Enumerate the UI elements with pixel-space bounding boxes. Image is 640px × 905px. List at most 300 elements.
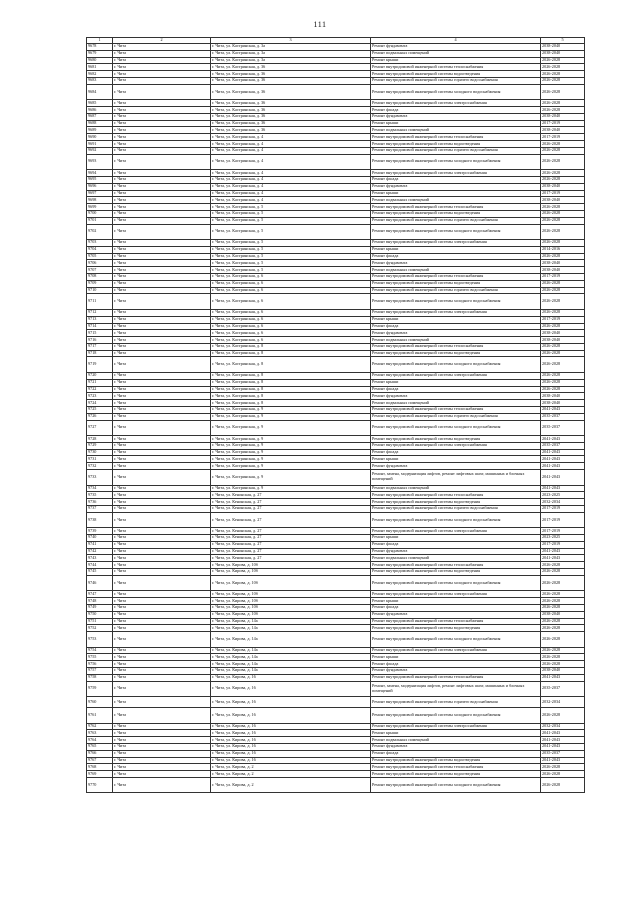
table-row xyxy=(87,246,585,253)
cell-municipality: г. Чита xyxy=(113,176,211,183)
cell-period: 2026-2028 xyxy=(541,240,585,247)
cell-period: 2035-2037 xyxy=(541,750,585,757)
cell-municipality: г. Чита xyxy=(113,400,211,407)
cell-municipality: г. Чита xyxy=(113,463,211,470)
cell-work-type: Ремонт внутридомовой инженерной системы водоотведения xyxy=(371,569,541,576)
cell-number: 9706 xyxy=(87,260,113,267)
cell-number: 9735 xyxy=(87,492,113,499)
cell-number: 9746 xyxy=(87,575,113,591)
cell-address: г. Чита, ул. Кастринская, д. 36 xyxy=(211,77,371,84)
cell-work-type: Ремонт крыши xyxy=(371,535,541,542)
table-row xyxy=(87,555,585,562)
cell-period: 2038-2040 xyxy=(541,400,585,407)
cell-period: 2038-2040 xyxy=(541,127,585,134)
cell-period: 2026-2028 xyxy=(541,343,585,350)
cell-period: 2038-2040 xyxy=(541,113,585,120)
cell-work-type: Ремонт внутридомовой инженерной системы теплоснабжения xyxy=(371,674,541,681)
cell-number: 9737 xyxy=(87,505,113,512)
cell-municipality: г. Чита xyxy=(113,204,211,211)
cell-work-type: Ремонт внутридомовой инженерной системы холодного водоснабжения xyxy=(371,357,541,373)
cell-number: 9707 xyxy=(87,267,113,274)
cell-number: 9681 xyxy=(87,64,113,71)
table-row xyxy=(87,217,585,224)
table-row xyxy=(87,667,585,674)
table-row xyxy=(87,569,585,576)
cell-work-type: Ремонт крыши xyxy=(371,120,541,127)
table-row xyxy=(87,113,585,120)
cell-work-type: Ремонт внутридомовой инженерной системы горячего водоснабжения xyxy=(371,697,541,708)
cell-number: 9751 xyxy=(87,618,113,625)
cell-address: г. Чита, ул. Кастринская, д. 6 xyxy=(211,280,371,287)
cell-municipality: г. Чита xyxy=(113,604,211,611)
table-row xyxy=(87,154,585,170)
cell-period: 2026-2028 xyxy=(541,224,585,240)
cell-number: 9739 xyxy=(87,528,113,535)
cell-work-type: Ремонт внутридомовой инженерной системы водоотведения xyxy=(371,771,541,778)
cell-work-type: Ремонт внутридомовой инженерной системы водоотведения xyxy=(371,210,541,217)
table-row xyxy=(87,674,585,681)
cell-address: г. Чита, ул. Кастринская, д. 4 xyxy=(211,183,371,190)
cell-period: 2041-2043 xyxy=(541,436,585,443)
cell-municipality: г. Чита xyxy=(113,569,211,576)
cell-work-type: Ремонт фундамента xyxy=(371,667,541,674)
table-row xyxy=(87,50,585,57)
table-row xyxy=(87,562,585,569)
cell-work-type: Ремонт внутридомовой инженерной системы горячего водоснабжения xyxy=(371,147,541,154)
cell-period: 2038-2040 xyxy=(541,337,585,344)
cell-address: г. Чита, ул. Кирова, д. 16 xyxy=(211,723,371,730)
cell-number: 9715 xyxy=(87,330,113,337)
table-row xyxy=(87,681,585,697)
table-row xyxy=(87,141,585,148)
cell-period: 2017-2019 xyxy=(541,190,585,197)
cell-period: 2026-2028 xyxy=(541,100,585,107)
cell-period: 2035-2037 xyxy=(541,442,585,449)
cell-municipality: г. Чита xyxy=(113,120,211,127)
cell-work-type: Ремонт фундамента xyxy=(371,260,541,267)
cell-address: г. Чита, ул. Кастринская, д. 3а xyxy=(211,44,371,51)
cell-period: 2032-2034 xyxy=(541,499,585,506)
cell-address: г. Чита, ул. Кирова, д. 16 xyxy=(211,708,371,724)
cell-number: 9733 xyxy=(87,470,113,486)
cell-work-type: Ремонт внутридомовой инженерной системы электроснабжения xyxy=(371,309,541,316)
table-row xyxy=(87,274,585,281)
table-row xyxy=(87,350,585,357)
cell-address: г. Чита, ул. Кастринская, д. 36 xyxy=(211,120,371,127)
cell-period: 2026-2028 xyxy=(541,147,585,154)
cell-number: 9683 xyxy=(87,77,113,84)
table-row xyxy=(87,697,585,708)
cell-number: 9698 xyxy=(87,197,113,204)
cell-number: 9685 xyxy=(87,100,113,107)
cell-municipality: г. Чита xyxy=(113,661,211,668)
cell-address: г. Чита, ул. Кастринская, д. 6 xyxy=(211,330,371,337)
cell-work-type: Ремонт внутридомовой инженерной системы холодного водоснабжения xyxy=(371,632,541,648)
cell-address: г. Чита, ул. Кастринская, д. 4 xyxy=(211,154,371,170)
cell-municipality: г. Чита xyxy=(113,442,211,449)
cell-period: 2023-2025 xyxy=(541,535,585,542)
cell-work-type: Ремонт подвальных помещений xyxy=(371,400,541,407)
cell-work-type: Ремонт внутридомовой инженерной системы теплоснабжения xyxy=(371,204,541,211)
cell-address: г. Чита, ул. Кастринская, д. 6 xyxy=(211,274,371,281)
cell-period: 2026-2028 xyxy=(541,141,585,148)
cell-work-type: Ремонт подвальных помещений xyxy=(371,127,541,134)
cell-address: г. Чита, ул. Кенонская, д. 27 xyxy=(211,528,371,535)
cell-period: 2017-2019 xyxy=(541,528,585,535)
cell-work-type: Ремонт крыши xyxy=(371,598,541,605)
cell-municipality: г. Чита xyxy=(113,625,211,632)
cell-period: 2041-2043 xyxy=(541,449,585,456)
cell-municipality: г. Чита xyxy=(113,210,211,217)
cell-number: 9765 xyxy=(87,743,113,750)
cell-period: 2026-2028 xyxy=(541,154,585,170)
cell-municipality: г. Чита xyxy=(113,77,211,84)
cell-number: 9705 xyxy=(87,253,113,260)
cell-number: 9745 xyxy=(87,569,113,576)
cell-address: г. Чита, ул. Кастринская, д. 8 xyxy=(211,379,371,386)
cell-period: 2026-2028 xyxy=(541,777,585,793)
cell-municipality: г. Чита xyxy=(113,343,211,350)
cell-work-type: Ремонт крыши xyxy=(371,730,541,737)
cell-work-type: Ремонт, замена, модернизация лифтов, ремонт лифтовых шахт, машинных и блочных помещений xyxy=(371,470,541,486)
cell-period: 2041-2043 xyxy=(541,548,585,555)
cell-work-type: Ремонт, замена, модернизация лифтов, ремонт лифтовых шахт, машинных и блочных помещений xyxy=(371,681,541,697)
cell-municipality: г. Чита xyxy=(113,100,211,107)
cell-number: 9747 xyxy=(87,591,113,598)
table-row xyxy=(87,604,585,611)
table-row xyxy=(87,456,585,463)
cell-number: 9756 xyxy=(87,661,113,668)
cell-municipality: г. Чита xyxy=(113,141,211,148)
cell-number: 9712 xyxy=(87,309,113,316)
cell-period: 2026-2028 xyxy=(541,372,585,379)
column-header-period: 5 xyxy=(541,38,585,44)
cell-period: 2026-2028 xyxy=(541,77,585,84)
cell-work-type: Ремонт фасада xyxy=(371,253,541,260)
cell-address: г. Чита, ул. Кирова, д. 10б xyxy=(211,604,371,611)
cell-address: г. Чита, ул. Кастринская, д. 5 xyxy=(211,260,371,267)
cell-municipality: г. Чита xyxy=(113,562,211,569)
cell-municipality: г. Чита xyxy=(113,598,211,605)
cell-number: 9730 xyxy=(87,449,113,456)
cell-municipality: г. Чита xyxy=(113,541,211,548)
table-row xyxy=(87,406,585,413)
cell-municipality: г. Чита xyxy=(113,667,211,674)
cell-period: 2017-2019 xyxy=(541,274,585,281)
cell-number: 9768 xyxy=(87,764,113,771)
cell-number: 9694 xyxy=(87,170,113,177)
cell-work-type: Ремонт фасада xyxy=(371,107,541,114)
cell-address: г. Чита, ул. Кирова, д. 14а xyxy=(211,647,371,654)
cell-period: 2041-2043 xyxy=(541,406,585,413)
cell-work-type: Ремонт крыши xyxy=(371,57,541,64)
cell-address: г. Чита, ул. Кастринская, д. 9 xyxy=(211,456,371,463)
table-row xyxy=(87,499,585,506)
cell-period: 2041-2043 xyxy=(541,674,585,681)
cell-work-type: Ремонт крыши xyxy=(371,246,541,253)
cell-address: г. Чита, ул. Кирова, д. 10б xyxy=(211,569,371,576)
table-row xyxy=(87,771,585,778)
cell-number: 9691 xyxy=(87,141,113,148)
table-row xyxy=(87,190,585,197)
table-row xyxy=(87,611,585,618)
table-row xyxy=(87,764,585,771)
cell-address: г. Чита, ул. Кастринская, д. 4 xyxy=(211,197,371,204)
cell-municipality: г. Чита xyxy=(113,674,211,681)
table-row xyxy=(87,598,585,605)
table-row xyxy=(87,337,585,344)
cell-address: г. Чита, ул. Кастринская, д. 9 xyxy=(211,406,371,413)
cell-period: 2038-2040 xyxy=(541,197,585,204)
table-row xyxy=(87,413,585,420)
cell-number: 9684 xyxy=(87,84,113,100)
table-row xyxy=(87,253,585,260)
cell-period: 2026-2028 xyxy=(541,654,585,661)
cell-period: 2038-2040 xyxy=(541,330,585,337)
cell-municipality: г. Чита xyxy=(113,217,211,224)
cell-period: 2035-2037 xyxy=(541,681,585,697)
cell-address: г. Чита, ул. Кирова, д. 10б xyxy=(211,575,371,591)
cell-work-type: Ремонт внутридомовой инженерной системы теплоснабжения xyxy=(371,64,541,71)
cell-address: г. Чита, ул. Кенонская, д. 27 xyxy=(211,499,371,506)
cell-municipality: г. Чита xyxy=(113,591,211,598)
cell-address: г. Чита, ул. Кенонская, д. 27 xyxy=(211,505,371,512)
cell-period: 2026-2028 xyxy=(541,708,585,724)
cell-municipality: г. Чита xyxy=(113,50,211,57)
cell-municipality: г. Чита xyxy=(113,555,211,562)
cell-number: 9711 xyxy=(87,294,113,310)
cell-period: 2026-2028 xyxy=(541,280,585,287)
cell-period: 2026-2028 xyxy=(541,210,585,217)
cell-number: 9708 xyxy=(87,274,113,281)
cell-address: г. Чита, ул. Кастринская, д. 36 xyxy=(211,64,371,71)
cell-number: 9723 xyxy=(87,393,113,400)
cell-period: 2026-2028 xyxy=(541,253,585,260)
table-row xyxy=(87,120,585,127)
cell-address: г. Чита, ул. Кастринская, д. 8 xyxy=(211,393,371,400)
cell-municipality: г. Чита xyxy=(113,764,211,771)
cell-period: 2026-2028 xyxy=(541,591,585,598)
cell-municipality: г. Чита xyxy=(113,267,211,274)
cell-number: 9724 xyxy=(87,400,113,407)
cell-period: 2026-2028 xyxy=(541,569,585,576)
cell-municipality: г. Чита xyxy=(113,681,211,697)
table-row xyxy=(87,492,585,499)
cell-municipality: г. Чита xyxy=(113,406,211,413)
cell-period: 2041-2043 xyxy=(541,456,585,463)
cell-number: 9726 xyxy=(87,413,113,420)
cell-municipality: г. Чита xyxy=(113,190,211,197)
cell-municipality: г. Чита xyxy=(113,654,211,661)
cell-period: 2038-2040 xyxy=(541,267,585,274)
cell-municipality: г. Чита xyxy=(113,771,211,778)
table-row xyxy=(87,632,585,648)
table-row xyxy=(87,224,585,240)
cell-address: г. Чита, ул. Кирова, д. 16 xyxy=(211,674,371,681)
table-row xyxy=(87,654,585,661)
cell-number: 9727 xyxy=(87,420,113,436)
cell-period: 2026-2028 xyxy=(541,323,585,330)
cell-address: г. Чита, ул. Кастринская, д. 36 xyxy=(211,113,371,120)
cell-period: 2026-2028 xyxy=(541,170,585,177)
cell-number: 9700 xyxy=(87,210,113,217)
cell-number: 9717 xyxy=(87,343,113,350)
cell-period: 2026-2028 xyxy=(541,217,585,224)
cell-municipality: г. Чита xyxy=(113,107,211,114)
cell-address: г. Чита, ул. Кирова, д. 16 xyxy=(211,757,371,764)
column-header-work-type: 4 xyxy=(371,38,541,44)
cell-address: г. Чита, ул. Кастринская, д. 6 xyxy=(211,287,371,294)
table-row xyxy=(87,100,585,107)
cell-period: 2017-2019 xyxy=(541,505,585,512)
cell-work-type: Ремонт подвальных помещений xyxy=(371,737,541,744)
table-row xyxy=(87,535,585,542)
cell-work-type: Ремонт внутридомовой инженерной системы теплоснабжения xyxy=(371,134,541,141)
cell-work-type: Ремонт фундамента xyxy=(371,611,541,618)
cell-number: 9762 xyxy=(87,723,113,730)
cell-municipality: г. Чита xyxy=(113,528,211,535)
cell-number: 9743 xyxy=(87,555,113,562)
cell-address: г. Чита, ул. Кастринская, д. 5 xyxy=(211,246,371,253)
cell-municipality: г. Чита xyxy=(113,224,211,240)
cell-address: г. Чита, ул. Кастринская, д. 5 xyxy=(211,253,371,260)
table-row xyxy=(87,436,585,443)
cell-work-type: Ремонт внутридомовой инженерной системы электроснабжения xyxy=(371,442,541,449)
cell-period: 2026-2028 xyxy=(541,618,585,625)
cell-address: г. Чита, ул. Кирова, д. 2 xyxy=(211,764,371,771)
cell-period: 2026-2028 xyxy=(541,771,585,778)
cell-period: 2026-2028 xyxy=(541,176,585,183)
cell-work-type: Ремонт внутридомовой инженерной системы теплоснабжения xyxy=(371,618,541,625)
table-row xyxy=(87,147,585,154)
cell-municipality: г. Чита xyxy=(113,548,211,555)
cell-address: г. Чита, ул. Кастринская, д. 4 xyxy=(211,176,371,183)
cell-address: г. Чита, ул. Кастринская, д. 36 xyxy=(211,107,371,114)
cell-address: г. Чита, ул. Кирова, д. 14а xyxy=(211,625,371,632)
cell-address: г. Чита, ул. Кастринская, д. 8 xyxy=(211,343,371,350)
cell-work-type: Ремонт подвальных помещений xyxy=(371,50,541,57)
cell-number: 9755 xyxy=(87,654,113,661)
cell-address: г. Чита, ул. Кастринская, д. 36 xyxy=(211,84,371,100)
cell-address: г. Чита, ул. Кирова, д. 16 xyxy=(211,737,371,744)
cell-work-type: Ремонт внутридомовой инженерной системы холодного водоснабжения xyxy=(371,420,541,436)
cell-number: 9750 xyxy=(87,611,113,618)
cell-number: 9701 xyxy=(87,217,113,224)
table-row xyxy=(87,777,585,793)
cell-work-type: Ремонт фундамента xyxy=(371,44,541,51)
cell-number: 9680 xyxy=(87,57,113,64)
cell-address: г. Чита, ул. Кастринская, д. 9 xyxy=(211,420,371,436)
table-row xyxy=(87,176,585,183)
cell-number: 9709 xyxy=(87,280,113,287)
cell-period: 2014-2016 xyxy=(541,246,585,253)
cell-work-type: Ремонт внутридомовой инженерной системы холодного водоснабжения xyxy=(371,708,541,724)
cell-municipality: г. Чита xyxy=(113,127,211,134)
cell-period: 2017-2019 xyxy=(541,512,585,528)
cell-address: г. Чита, ул. Кастринская, д. 5 xyxy=(211,224,371,240)
cell-number: 9766 xyxy=(87,750,113,757)
cell-number: 9725 xyxy=(87,406,113,413)
cell-period: 2026-2028 xyxy=(541,287,585,294)
cell-work-type: Ремонт крыши xyxy=(371,316,541,323)
cell-number: 9686 xyxy=(87,107,113,114)
table-row xyxy=(87,183,585,190)
cell-number: 9682 xyxy=(87,71,113,78)
table-row xyxy=(87,442,585,449)
cell-number: 9728 xyxy=(87,436,113,443)
cell-municipality: г. Чита xyxy=(113,323,211,330)
cell-number: 9753 xyxy=(87,632,113,648)
cell-period: 2026-2028 xyxy=(541,71,585,78)
table-row xyxy=(87,505,585,512)
cell-address: г. Чита, ул. Кастринская, д. 36 xyxy=(211,127,371,134)
cell-period: 2041-2043 xyxy=(541,485,585,492)
cell-municipality: г. Чита xyxy=(113,611,211,618)
cell-municipality: г. Чита xyxy=(113,294,211,310)
cell-address: г. Чита, ул. Кирова, д. 14а xyxy=(211,661,371,668)
cell-period: 2026-2028 xyxy=(541,309,585,316)
cell-municipality: г. Чита xyxy=(113,337,211,344)
cell-period: 2026-2028 xyxy=(541,64,585,71)
table-row xyxy=(87,449,585,456)
cell-number: 9718 xyxy=(87,350,113,357)
cell-period: 2026-2028 xyxy=(541,84,585,100)
cell-address: г. Чита, ул. Кастринская, д. 9 xyxy=(211,413,371,420)
cell-municipality: г. Чита xyxy=(113,274,211,281)
table-row xyxy=(87,743,585,750)
cell-period: 2017-2019 xyxy=(541,134,585,141)
cell-period: 2035-2037 xyxy=(541,413,585,420)
cell-period: 2038-2040 xyxy=(541,50,585,57)
cell-municipality: г. Чита xyxy=(113,183,211,190)
cell-period: 2026-2028 xyxy=(541,632,585,648)
cell-number: 9704 xyxy=(87,246,113,253)
cell-number: 9695 xyxy=(87,176,113,183)
table-row xyxy=(87,343,585,350)
cell-number: 9689 xyxy=(87,127,113,134)
table-row xyxy=(87,71,585,78)
cell-number: 9716 xyxy=(87,337,113,344)
cell-work-type: Ремонт внутридомовой инженерной системы теплоснабжения xyxy=(371,492,541,499)
table-row xyxy=(87,294,585,310)
cell-number: 9758 xyxy=(87,674,113,681)
cell-address: г. Чита, ул. Кирова, д. 14а xyxy=(211,667,371,674)
cell-number: 9732 xyxy=(87,463,113,470)
cell-number: 9740 xyxy=(87,535,113,542)
cell-address: г. Чита, ул. Кастринская, д. 9 xyxy=(211,449,371,456)
cell-work-type: Ремонт внутридомовой инженерной системы холодного водоснабжения xyxy=(371,777,541,793)
cell-municipality: г. Чита xyxy=(113,44,211,51)
cell-work-type: Ремонт внутридомовой инженерной системы теплоснабжения xyxy=(371,274,541,281)
cell-work-type: Ремонт фундамента xyxy=(371,548,541,555)
cell-address: г. Чита, ул. Кирова, д. 10б xyxy=(211,562,371,569)
cell-period: 2026-2028 xyxy=(541,604,585,611)
cell-period: 2026-2028 xyxy=(541,204,585,211)
table-row xyxy=(87,372,585,379)
table-row xyxy=(87,260,585,267)
cell-municipality: г. Чита xyxy=(113,154,211,170)
cell-work-type: Ремонт внутридомовой инженерной системы электроснабжения xyxy=(371,723,541,730)
table-row xyxy=(87,323,585,330)
cell-number: 9736 xyxy=(87,499,113,506)
cell-municipality: г. Чита xyxy=(113,113,211,120)
table-row xyxy=(87,420,585,436)
table-row xyxy=(87,661,585,668)
cell-municipality: г. Чита xyxy=(113,757,211,764)
table-row xyxy=(87,393,585,400)
cell-municipality: г. Чита xyxy=(113,449,211,456)
table-row xyxy=(87,357,585,373)
